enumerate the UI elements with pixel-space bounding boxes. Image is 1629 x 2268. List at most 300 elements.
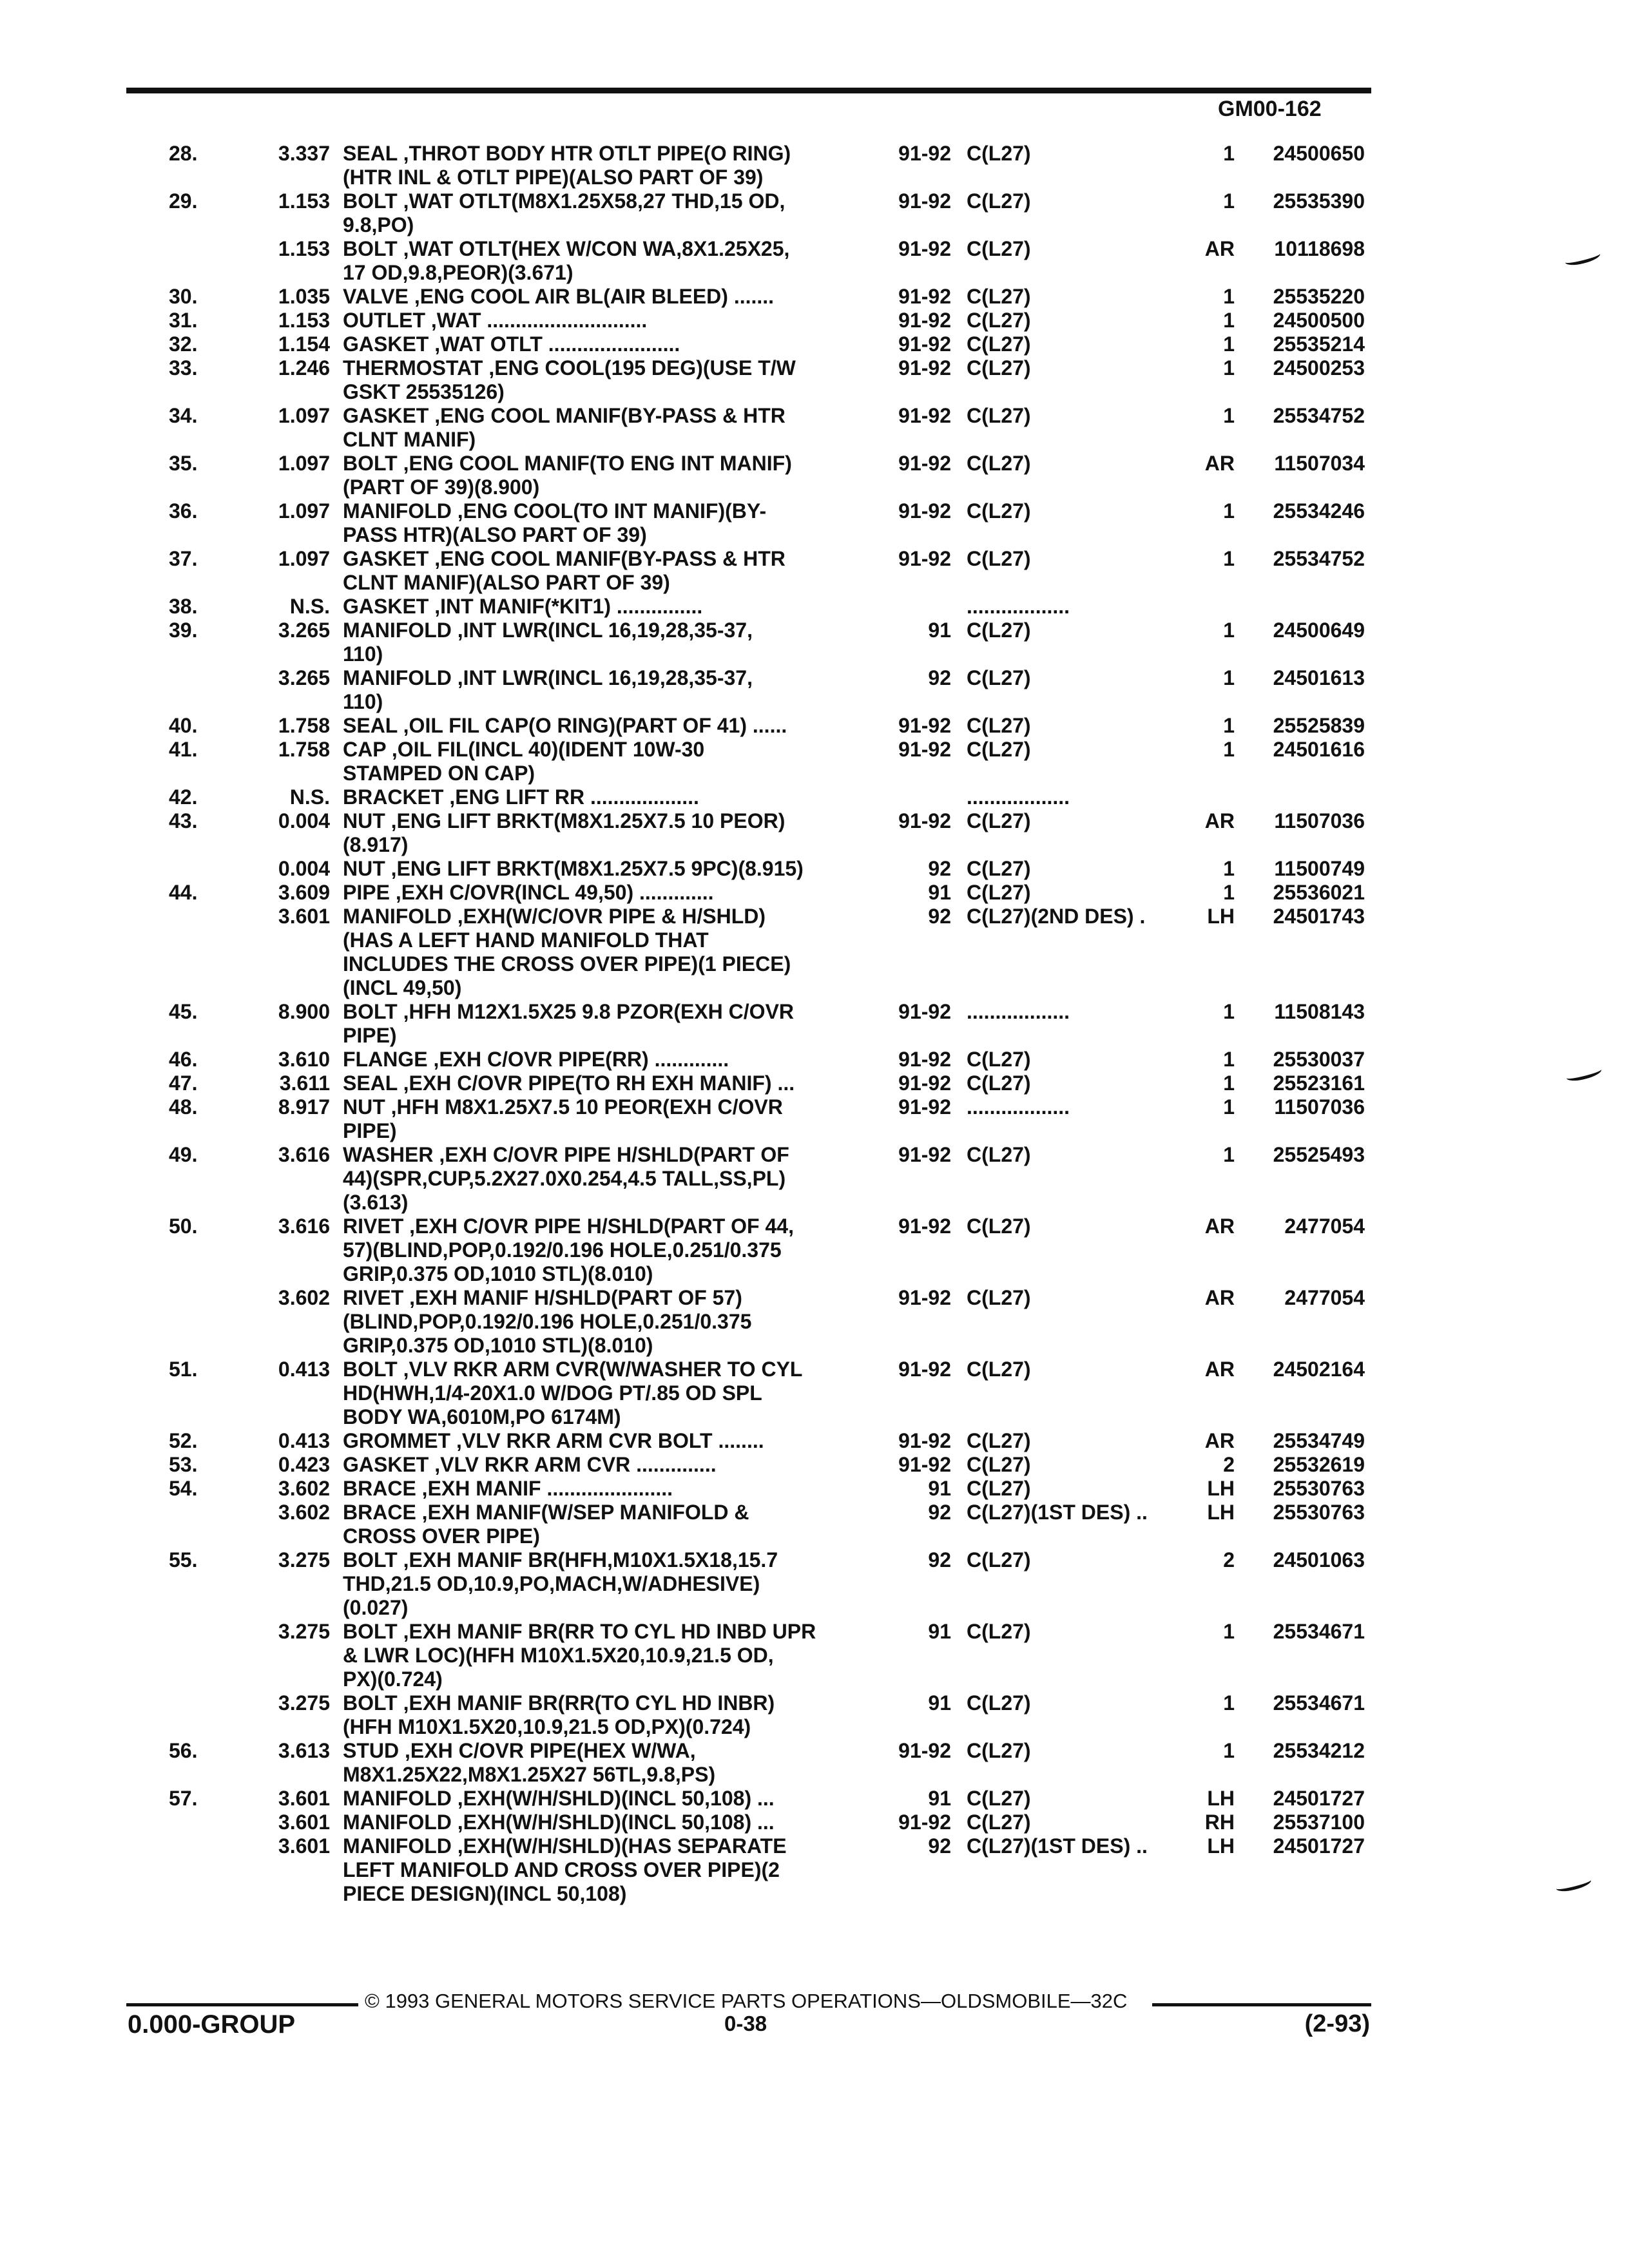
part-row xyxy=(0,142,1629,189)
group-number: 1.097 xyxy=(278,452,330,475)
part-description: SEAL ,EXH C/OVR PIPE(TO RH EXH MANIF) ... xyxy=(343,1072,795,1095)
part-description: BRACE ,EXH MANIF ...................... xyxy=(343,1477,673,1500)
quantity: 1 xyxy=(1223,1095,1235,1119)
group-number: 3.337 xyxy=(278,142,330,165)
model-years: 91-92 xyxy=(898,1811,951,1834)
quantity: 1 xyxy=(1223,285,1235,308)
series-engine: C(L27)(1ST DES) .. xyxy=(967,1501,1148,1524)
part-number: 25530763 xyxy=(1273,1501,1365,1524)
series-engine: C(L27) xyxy=(967,1787,1031,1810)
series-engine: C(L27) xyxy=(967,1143,1031,1166)
part-number: 25534246 xyxy=(1273,499,1365,523)
series-engine: C(L27) xyxy=(967,738,1031,761)
part-number: 24502164 xyxy=(1273,1358,1365,1381)
part-description: BOLT ,ENG COOL MANIF(TO ENG INT MANIF) xyxy=(343,452,792,475)
part-description: NUT ,HFH M8X1.25X7.5 10 PEOR(EXH C/OVR xyxy=(343,1095,783,1119)
model-years: 91-92 xyxy=(898,356,951,380)
group-number: 3.602 xyxy=(278,1477,330,1500)
page-id: GM00-162 xyxy=(1218,97,1322,121)
series-engine: C(L27) xyxy=(967,452,1031,475)
quantity: 1 xyxy=(1223,1691,1235,1715)
group-number: 3.616 xyxy=(278,1143,330,1166)
group-number: 3.275 xyxy=(278,1691,330,1715)
part-description: 57)(BLIND,POP,0.192/0.196 HOLE,0.251/0.375 xyxy=(343,1238,782,1262)
model-years: 91 xyxy=(928,1691,951,1715)
part-description: RIVET ,EXH C/OVR PIPE H/SHLD(PART OF 44, xyxy=(343,1215,794,1238)
model-years: 91-92 xyxy=(898,1739,951,1762)
part-number: 25530037 xyxy=(1273,1048,1365,1071)
quantity: 1 xyxy=(1223,404,1235,427)
series-engine: .................. xyxy=(967,1095,1070,1119)
part-description: GSKT 25535126) xyxy=(343,380,505,403)
ref-number: 30. xyxy=(169,285,198,308)
part-number: 24500650 xyxy=(1273,142,1365,165)
series-engine: C(L27) xyxy=(967,189,1031,213)
quantity: LH xyxy=(1207,1834,1235,1858)
part-number: 24501743 xyxy=(1273,905,1365,928)
part-description: THD,21.5 OD,10.9,PO,MACH,W/ADHESIVE) xyxy=(343,1572,760,1595)
part-number: 11500749 xyxy=(1274,857,1365,880)
series-engine: C(L27) xyxy=(967,309,1031,332)
model-years: 91-92 xyxy=(898,809,951,832)
part-description: 110) xyxy=(343,690,383,713)
group-number: 3.611 xyxy=(279,1072,330,1095)
series-engine: C(L27) xyxy=(967,1477,1031,1500)
part-number: 24501613 xyxy=(1273,666,1365,689)
group-number: 3.602 xyxy=(278,1286,330,1309)
group-number: 3.265 xyxy=(278,666,330,689)
ref-number: 45. xyxy=(169,1000,198,1023)
quantity: 1 xyxy=(1223,189,1235,213)
model-years: 92 xyxy=(928,1548,951,1571)
ref-number: 53. xyxy=(169,1453,198,1476)
ref-number: 44. xyxy=(169,881,198,904)
footer-copyright: © 1993 GENERAL MOTORS SERVICE PARTS OPERATIONS—OLDSMOBILE—32C xyxy=(365,1990,1128,2012)
part-row xyxy=(0,714,1629,738)
quantity: 2 xyxy=(1223,1453,1235,1476)
part-description: PIPE) xyxy=(343,1119,397,1142)
part-description: BOLT ,WAT OTLT(M8X1.25X58,27 THD,15 OD, xyxy=(343,189,786,213)
quantity: AR xyxy=(1204,237,1235,260)
part-number: 25534749 xyxy=(1273,1429,1365,1452)
series-engine: C(L27) xyxy=(967,881,1031,904)
quantity: LH xyxy=(1207,1501,1235,1524)
series-engine: C(L27) xyxy=(967,1548,1031,1571)
part-description: THERMOSTAT ,ENG COOL(195 DEG)(USE T/W xyxy=(343,356,796,380)
series-engine: .................. xyxy=(967,1000,1070,1023)
model-years: 91-92 xyxy=(898,547,951,570)
part-number: 24501063 xyxy=(1273,1548,1365,1571)
ref-number: 42. xyxy=(169,785,198,809)
part-row xyxy=(0,1834,1629,1906)
part-number: 11507036 xyxy=(1274,1095,1365,1119)
part-number: 11507034 xyxy=(1274,452,1365,475)
model-years: 91-92 xyxy=(898,1095,951,1119)
part-row xyxy=(0,905,1629,1000)
part-row xyxy=(0,619,1629,666)
model-years: 91 xyxy=(928,1620,951,1643)
part-description: PX)(0.724) xyxy=(343,1667,443,1691)
part-description: GASKET ,INT MANIF(*KIT1) ............... xyxy=(343,595,703,618)
part-row xyxy=(0,1620,1629,1691)
part-description: (3.613) xyxy=(343,1191,409,1214)
ref-number: 40. xyxy=(169,714,198,737)
series-engine: C(L27) xyxy=(967,332,1031,356)
series-engine: C(L27) xyxy=(967,619,1031,642)
ref-number: 52. xyxy=(169,1429,198,1452)
part-number: 24501727 xyxy=(1273,1834,1365,1858)
part-description: GASKET ,ENG COOL MANIF(BY-PASS & HTR xyxy=(343,547,786,570)
ref-number: 43. xyxy=(169,809,198,832)
top-rule xyxy=(126,88,1371,93)
model-years: 91-92 xyxy=(898,1453,951,1476)
quantity: LH xyxy=(1207,1787,1235,1810)
part-description: GASKET ,WAT OTLT ....................... xyxy=(343,332,680,356)
group-number: 1.153 xyxy=(278,189,330,213)
part-number: 25534752 xyxy=(1273,547,1365,570)
series-engine: C(L27) xyxy=(967,499,1031,523)
group-number: 1.153 xyxy=(278,309,330,332)
part-row xyxy=(0,857,1629,881)
part-row xyxy=(0,1286,1629,1358)
series-engine: C(L27) xyxy=(967,1620,1031,1643)
quantity: 2 xyxy=(1223,1548,1235,1571)
part-row xyxy=(0,738,1629,785)
series-engine: .................. xyxy=(967,595,1070,618)
part-description: RIVET ,EXH MANIF H/SHLD(PART OF 57) xyxy=(343,1286,742,1309)
group-number: N.S. xyxy=(289,595,330,618)
model-years: 92 xyxy=(928,1834,951,1858)
model-years: 91-92 xyxy=(898,309,951,332)
quantity: 1 xyxy=(1223,619,1235,642)
ref-number: 57. xyxy=(169,1787,198,1810)
part-description: MANIFOLD ,INT LWR(INCL 16,19,28,35-37, xyxy=(343,666,753,689)
part-row xyxy=(0,1429,1629,1453)
model-years: 91 xyxy=(928,1787,951,1810)
footer-group: 0.000-GROUP xyxy=(128,2010,296,2039)
part-number: 25536021 xyxy=(1273,881,1365,904)
part-number: 24501616 xyxy=(1273,738,1365,761)
part-number: 25534671 xyxy=(1273,1620,1365,1643)
part-number: 24501727 xyxy=(1273,1787,1365,1810)
model-years: 91-92 xyxy=(898,1358,951,1381)
series-engine: C(L27) xyxy=(967,1453,1031,1476)
series-engine: C(L27) xyxy=(967,1286,1031,1309)
ref-number: 56. xyxy=(169,1739,198,1762)
part-row xyxy=(0,404,1629,452)
part-row xyxy=(0,1215,1629,1286)
quantity: 1 xyxy=(1223,356,1235,380)
quantity: 1 xyxy=(1223,666,1235,689)
footer-page-number: 0-38 xyxy=(724,2012,767,2035)
part-description: GRIP,0.375 OD,1010 STL)(8.010) xyxy=(343,1334,653,1357)
model-years: 91 xyxy=(928,881,951,904)
quantity: 1 xyxy=(1223,142,1235,165)
model-years: 92 xyxy=(928,857,951,880)
group-number: 3.275 xyxy=(278,1548,330,1571)
model-years: 91-92 xyxy=(898,285,951,308)
model-years: 91-92 xyxy=(898,452,951,475)
part-number: 2477054 xyxy=(1284,1286,1365,1309)
part-row xyxy=(0,1477,1629,1501)
part-description: PIPE ,EXH C/OVR(INCL 49,50) ............. xyxy=(343,881,714,904)
part-description: PASS HTR)(ALSO PART OF 39) xyxy=(343,523,647,546)
group-number: 0.423 xyxy=(278,1453,330,1476)
group-number: 3.275 xyxy=(278,1620,330,1643)
part-number: 24500253 xyxy=(1273,356,1365,380)
part-row xyxy=(0,1143,1629,1215)
part-number: 11508143 xyxy=(1274,1000,1365,1023)
part-description: MANIFOLD ,ENG COOL(TO INT MANIF)(BY- xyxy=(343,499,767,523)
quantity: 1 xyxy=(1223,1739,1235,1762)
series-engine: .................. xyxy=(967,785,1070,809)
ref-number: 49. xyxy=(169,1143,198,1166)
model-years: 91-92 xyxy=(898,499,951,523)
ref-number: 39. xyxy=(169,619,198,642)
part-number: 25525493 xyxy=(1273,1143,1365,1166)
part-row xyxy=(0,309,1629,332)
group-number: 1.153 xyxy=(278,237,330,260)
quantity: 1 xyxy=(1223,547,1235,570)
model-years: 91-92 xyxy=(898,1143,951,1166)
group-number: 1.035 xyxy=(278,285,330,308)
ref-number: 36. xyxy=(169,499,198,523)
part-description: CROSS OVER PIPE) xyxy=(343,1524,540,1548)
part-row xyxy=(0,1453,1629,1477)
part-row xyxy=(0,499,1629,547)
ref-number: 55. xyxy=(169,1548,198,1571)
group-number: 3.616 xyxy=(278,1215,330,1238)
part-description: BOLT ,VLV RKR ARM CVR(W/WASHER TO CYL xyxy=(343,1358,803,1381)
part-description: NUT ,ENG LIFT BRKT(M8X1.25X7.5 9PC)(8.915) xyxy=(343,857,804,880)
part-number: 24500500 xyxy=(1273,309,1365,332)
series-engine: C(L27) xyxy=(967,809,1031,832)
part-description: HD(HWH,1/4-20X1.0 W/DOG PT/.85 OD SPL xyxy=(343,1381,762,1405)
part-description: 44)(SPR,CUP,5.2X27.0X0.254,4.5 TALL,SS,PL) xyxy=(343,1167,786,1190)
part-description: MANIFOLD ,EXH(W/H/SHLD)(HAS SEPARATE xyxy=(343,1834,787,1858)
part-row xyxy=(0,1811,1629,1834)
model-years: 91-92 xyxy=(898,714,951,737)
group-number: 1.246 xyxy=(278,356,330,380)
group-number: 3.265 xyxy=(278,619,330,642)
part-number: 24500649 xyxy=(1273,619,1365,642)
model-years: 91-92 xyxy=(898,237,951,260)
part-description: (HTR INL & OTLT PIPE)(ALSO PART OF 39) xyxy=(343,166,764,189)
series-engine: C(L27) xyxy=(967,666,1031,689)
quantity: AR xyxy=(1204,1215,1235,1238)
part-description: PIECE DESIGN)(INCL 50,108) xyxy=(343,1882,627,1905)
group-number: N.S. xyxy=(289,785,330,809)
group-number: 3.601 xyxy=(278,905,330,928)
part-description: STUD ,EXH C/OVR PIPE(HEX W/WA, xyxy=(343,1739,696,1762)
parts-list xyxy=(0,142,1629,1906)
part-description: CLNT MANIF) xyxy=(343,428,476,451)
series-engine: C(L27) xyxy=(967,356,1031,380)
group-number: 1.758 xyxy=(278,738,330,761)
quantity: 1 xyxy=(1223,309,1235,332)
model-years: 91-92 xyxy=(898,1000,951,1023)
part-number: 25535390 xyxy=(1273,189,1365,213)
group-number: 0.004 xyxy=(278,857,330,880)
quantity: 1 xyxy=(1223,1143,1235,1166)
part-number: 25530763 xyxy=(1273,1477,1365,1500)
group-number: 8.917 xyxy=(278,1095,330,1119)
part-description: BOLT ,HFH M12X1.5X25 9.8 PZOR(EXH C/OVR xyxy=(343,1000,795,1023)
part-row xyxy=(0,1787,1629,1811)
series-engine: C(L27) xyxy=(967,237,1031,260)
group-number: 3.613 xyxy=(278,1739,330,1762)
part-description: GROMMET ,VLV RKR ARM CVR BOLT ........ xyxy=(343,1429,764,1452)
part-row xyxy=(0,547,1629,595)
part-description: MANIFOLD ,INT LWR(INCL 16,19,28,35-37, xyxy=(343,619,753,642)
part-description: VALVE ,ENG COOL AIR BL(AIR BLEED) ....... xyxy=(343,285,775,308)
part-description: (HFH M10X1.5X20,10.9,21.5 OD,PX)(0.724) xyxy=(343,1715,751,1738)
part-row xyxy=(0,356,1629,404)
part-description: MANIFOLD ,EXH(W/C/OVR PIPE & H/SHLD) xyxy=(343,905,766,928)
part-description: BOLT ,WAT OTLT(HEX W/CON WA,8X1.25X25, xyxy=(343,237,790,260)
ref-number: 46. xyxy=(169,1048,198,1071)
model-years: 91-92 xyxy=(898,332,951,356)
group-number: 3.609 xyxy=(278,881,330,904)
quantity: 1 xyxy=(1223,332,1235,356)
quantity: AR xyxy=(1204,1358,1235,1381)
footer-date: (2-93) xyxy=(1304,2010,1370,2037)
part-number: 10118698 xyxy=(1274,237,1365,260)
model-years: 91-92 xyxy=(898,142,951,165)
model-years: 91-92 xyxy=(898,1048,951,1071)
quantity: 1 xyxy=(1223,1048,1235,1071)
part-description: 17 OD,9.8,PEOR)(3.671) xyxy=(343,261,574,284)
ref-number: 48. xyxy=(169,1095,198,1119)
part-row xyxy=(0,285,1629,309)
group-number: 1.097 xyxy=(278,499,330,523)
part-description: MANIFOLD ,EXH(W/H/SHLD)(INCL 50,108) ... xyxy=(343,1811,775,1834)
part-description: BOLT ,EXH MANIF BR(HFH,M10X1.5X18,15.7 xyxy=(343,1548,778,1571)
footer-rule-left xyxy=(126,2003,358,2006)
part-row xyxy=(0,1739,1629,1787)
model-years: 91-92 xyxy=(898,1215,951,1238)
group-number: 8.900 xyxy=(278,1000,330,1023)
model-years: 91-92 xyxy=(898,1286,951,1309)
part-description: NUT ,ENG LIFT BRKT(M8X1.25X7.5 10 PEOR) xyxy=(343,809,786,832)
group-number: 0.004 xyxy=(278,809,330,832)
part-description: MANIFOLD ,EXH(W/H/SHLD)(INCL 50,108) ... xyxy=(343,1787,775,1810)
part-number: 11507036 xyxy=(1274,809,1365,832)
series-engine: C(L27) xyxy=(967,547,1031,570)
series-engine: C(L27) xyxy=(967,1811,1031,1834)
ref-number: 50. xyxy=(169,1215,198,1238)
ref-number: 37. xyxy=(169,547,198,570)
part-description: BRACKET ,ENG LIFT RR ................... xyxy=(343,785,699,809)
quantity: 1 xyxy=(1223,738,1235,761)
part-row xyxy=(0,332,1629,356)
part-number: 25535214 xyxy=(1273,332,1365,356)
part-description: SEAL ,THROT BODY HTR OTLT PIPE(O RING) xyxy=(343,142,791,165)
quantity: LH xyxy=(1207,1477,1235,1500)
part-description: BODY WA,6010M,PO 6174M) xyxy=(343,1405,621,1428)
quantity: AR xyxy=(1204,452,1235,475)
part-description: (INCL 49,50) xyxy=(343,976,462,999)
part-description: GRIP,0.375 OD,1010 STL)(8.010) xyxy=(343,1262,653,1285)
ref-number: 28. xyxy=(169,142,198,165)
series-engine: C(L27) xyxy=(967,285,1031,308)
part-description: GASKET ,ENG COOL MANIF(BY-PASS & HTR xyxy=(343,404,786,427)
part-number: 25534671 xyxy=(1273,1691,1365,1715)
part-description: (PART OF 39)(8.900) xyxy=(343,476,540,499)
quantity: 1 xyxy=(1223,881,1235,904)
model-years: 91-92 xyxy=(898,189,951,213)
ref-number: 54. xyxy=(169,1477,198,1500)
part-description: FLANGE ,EXH C/OVR PIPE(RR) ............. xyxy=(343,1048,729,1071)
quantity: 1 xyxy=(1223,1000,1235,1023)
ref-number: 41. xyxy=(169,738,198,761)
series-engine: C(L27) xyxy=(967,857,1031,880)
part-row xyxy=(0,1072,1629,1095)
series-engine: C(L27) xyxy=(967,1739,1031,1762)
part-description: GASKET ,VLV RKR ARM CVR .............. xyxy=(343,1453,717,1476)
part-description: CAP ,OIL FIL(INCL 40)(IDENT 10W-30 xyxy=(343,738,705,761)
part-row xyxy=(0,666,1629,714)
series-engine: C(L27) xyxy=(967,1691,1031,1715)
quantity: 1 xyxy=(1223,857,1235,880)
ref-number: 33. xyxy=(169,356,198,380)
group-number: 1.758 xyxy=(278,714,330,737)
model-years: 91 xyxy=(928,1477,951,1500)
part-row xyxy=(0,1691,1629,1739)
series-engine: C(L27) xyxy=(967,1048,1031,1071)
part-description: LEFT MANIFOLD AND CROSS OVER PIPE)(2 xyxy=(343,1858,780,1881)
group-number: 1.097 xyxy=(278,547,330,570)
series-engine: C(L27) xyxy=(967,1358,1031,1381)
part-number: 25532619 xyxy=(1273,1453,1365,1476)
ref-number: 29. xyxy=(169,189,198,213)
part-number: 25537100 xyxy=(1273,1811,1365,1834)
part-description: CLNT MANIF)(ALSO PART OF 39) xyxy=(343,571,670,594)
series-engine: C(L27) xyxy=(967,142,1031,165)
quantity: RH xyxy=(1204,1811,1235,1834)
series-engine: C(L27) xyxy=(967,1072,1031,1095)
part-description: (8.917) xyxy=(343,833,409,856)
part-description: SEAL ,OIL FIL CAP(O RING)(PART OF 41) ...... xyxy=(343,714,787,737)
part-description: 9.8,PO) xyxy=(343,213,414,236)
part-row xyxy=(0,1501,1629,1548)
group-number: 0.413 xyxy=(278,1358,330,1381)
model-years: 92 xyxy=(928,666,951,689)
series-engine: C(L27) xyxy=(967,404,1031,427)
part-description: WASHER ,EXH C/OVR PIPE H/SHLD(PART OF xyxy=(343,1143,789,1166)
quantity: 1 xyxy=(1223,714,1235,737)
footer-rule-right xyxy=(1152,2003,1371,2006)
quantity: 1 xyxy=(1223,499,1235,523)
part-description: 110) xyxy=(343,642,383,666)
part-number: 2477054 xyxy=(1284,1215,1365,1238)
series-engine: C(L27) xyxy=(967,714,1031,737)
quantity: 1 xyxy=(1223,1072,1235,1095)
model-years: 91-92 xyxy=(898,738,951,761)
quantity: LH xyxy=(1207,905,1235,928)
part-row xyxy=(0,809,1629,857)
part-description: PIPE) xyxy=(343,1024,397,1047)
series-engine: C(L27) xyxy=(967,1429,1031,1452)
part-row xyxy=(0,785,1629,809)
group-number: 3.602 xyxy=(278,1501,330,1524)
model-years: 92 xyxy=(928,905,951,928)
part-number: 25525839 xyxy=(1273,714,1365,737)
group-number: 0.413 xyxy=(278,1429,330,1452)
part-number: 25534752 xyxy=(1273,404,1365,427)
part-description: BOLT ,EXH MANIF BR(RR TO CYL HD INBD UPR xyxy=(343,1620,816,1643)
ref-number: 38. xyxy=(169,595,198,618)
